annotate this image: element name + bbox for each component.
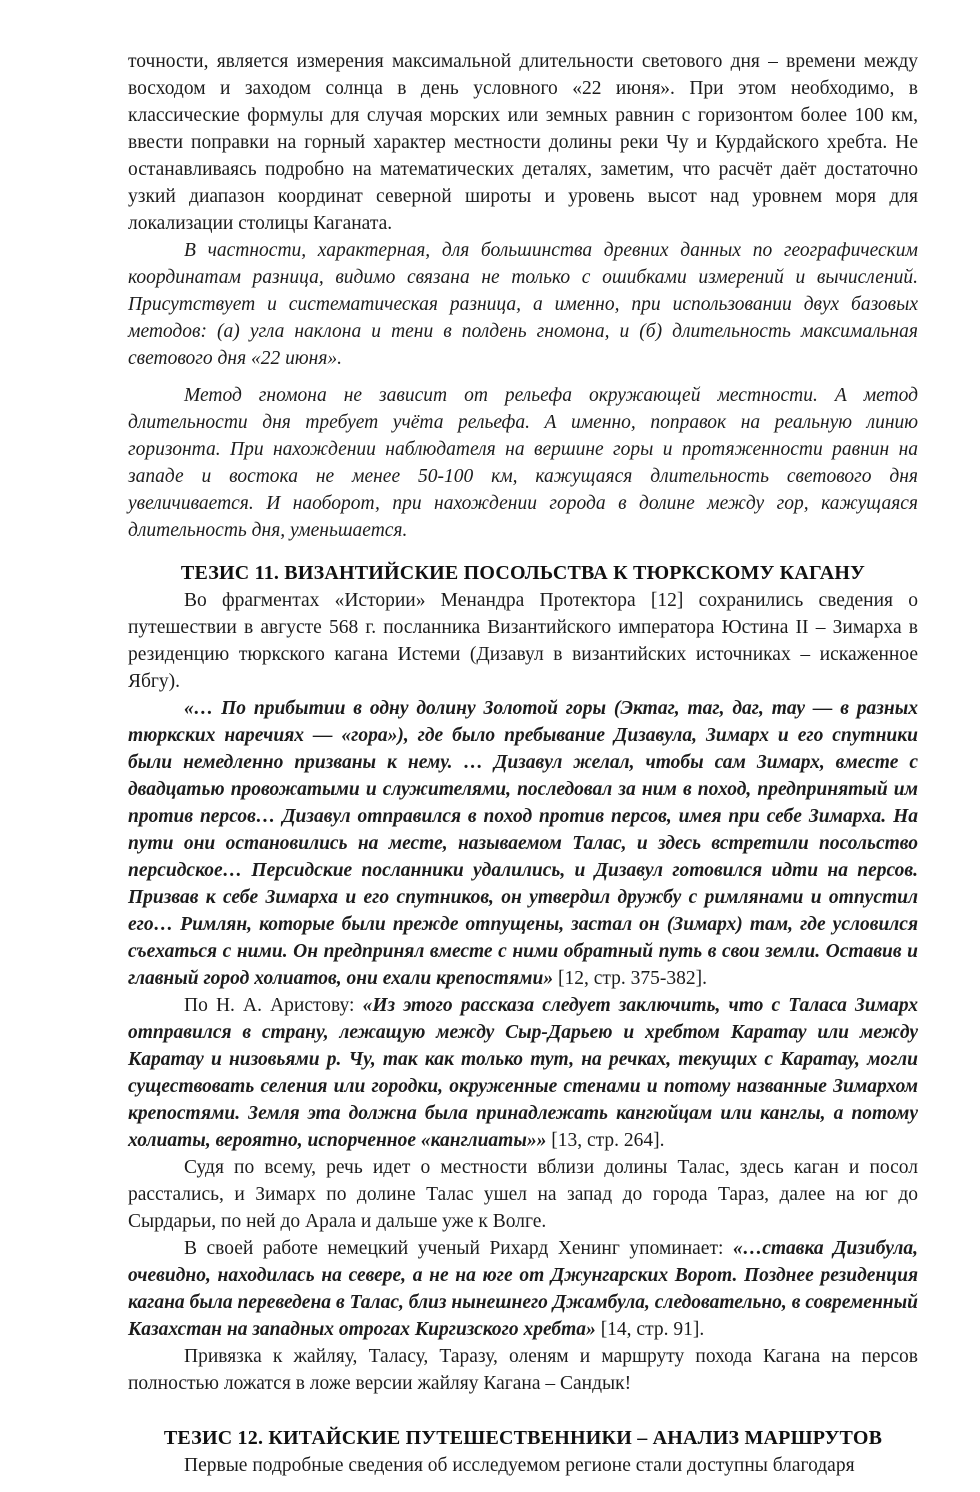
menander-citation: [12, стр. 375-382]. bbox=[553, 968, 707, 989]
paragraph-talas-route: Судя по всему, речь идет о местности вблизи долины Талас, здесь каган и посол расстались, и Зимарх по долине Талас ушел на запад до города Тараз, далее на юг до Сырдарьи, по ней до Арала и дальше уже к Волге. bbox=[128, 1157, 918, 1232]
hennig-intro-text: В своей работе немецкий ученый Рихард Хенинг упоминает: bbox=[184, 1238, 733, 1259]
heading-thesis-11: ТЕЗИС 11. ВИЗАНТИЙСКИЕ ПОСОЛЬСТВА К ТЮРКСКОМУ КАГАНУ bbox=[180, 562, 866, 584]
paragraph-menander-quote bbox=[128, 695, 918, 992]
paragraph-gnomon-method-note: Метод гномона не зависит от рельефа окружающей местности. А метод длительности дня требует учёта рельефа. А именно, поправок на реальную линию горизонта. При нахождении наблюдателя на вершине горы и протяженности равнин на западе и востока не менее 50-100 км, кажущаяся длительность светового дня увеличивается. И наоборот, при нахождении города в долине между гор, кажущаяся длительность дня, уменьшается. bbox=[128, 385, 918, 541]
paragraph-coordinate-difference-note: В частности, характерная, для большинства древних данных по географическим координатам разница, видимо связана не только с ошибками измерений и вычислений. Присутствует и систематическая разница, а именно, при использовании двух базовых методов: (а) угла наклона и тени в полдень гномона, и (б) длительность максимальная светового дня «22 июня». bbox=[128, 240, 918, 369]
aristov-intro-text: По Н. А. Аристову: bbox=[184, 995, 363, 1016]
hennig-quote-text: «…ставка Дизибула, очевидно, находилась на севере, а не на юге от Джунгарских Ворот. Позднее резиденция кагана была переведена в Талас, близ нынешнего Джамбула, следовательно, в современный Казахстан на западных отрогах Киргизского хребта» bbox=[128, 1238, 918, 1340]
paragraph-menander-intro: Во фрагментах «Истории» Менандра Протектора [12] сохранились сведения о путешествии в августе 568 г. посланника Византийского императора Юстина II – Зимарха в резиденцию тюркского кагана Истеми (Дизавул в византийских источниках – искаженное Ябгу). bbox=[128, 590, 918, 692]
paragraph-daylight-measurement: точности, является измерения максимальной длительности светового дня – времени между восходом и заходом солнца в день условного «22 июня». При этом необходимо, в классические формулы для случая морских или земных равнин с горизонтом более 100 км, ввести поправки на горный характер местности долины реки Чу и Курдайского хребта. Не останавливаясь подробно на математических деталях, заметим, что расчёт даёт достаточно узкий диапазон координат северной широты и уровень высот над уровнем моря для локализации столицы Каганата. bbox=[128, 51, 918, 234]
hennig-citation: [14, стр. 91]. bbox=[595, 1319, 705, 1340]
aristov-citation: [13, стр. 264]. bbox=[546, 1130, 665, 1151]
paragraph-hennig bbox=[128, 1235, 918, 1343]
menander-quote-text: «… По прибытии в одну долину Золотой горы (Эктаг, таг, даг, тау — в разных тюркских наречиях — «гора»), где было пребывание Дизавула, Зимарх и его спутники были немедленно призваны к нему. … Дизавул желал, чтобы сам Зимарх, вместе с двадцатью провожатыми и служителями, последовал за ним в поход, предпринятый им против персов… Дизавул отправился в поход против персов, имея при себе Зимарха. На пути они остановились на месте, называемом Талас, и здесь встретили посольство персидское… Персидские посланники удалились, и Дизавул готовился идти на персов. Призвав к себе Зимарха и его спутников, он утвердил дружбу с римлянами и отпустил его… Римлян, которые были прежде отпущены, застал он (Зимарх) там, где условился съехаться с ними. Он предпринял вместе с ними обратный путь в свои земли. Оставив и главный город холиатов, они ехали крепостями» bbox=[128, 698, 918, 989]
paragraph-chinese-travelers-intro: Первые подробные сведения об исследуемом регионе стали доступны благодаря bbox=[184, 1455, 855, 1476]
aristov-quote-text: «Из этого рассказа следует заключить, что с Таласа Зимарх отправился в страну, лежащую между Сыр-Дарьею и хребтом Каратау или между Каратау и низовьями р. Чу, так как только тут, на речках, текущих с Каратау, могли существовать селения или городки, окруженные стенами и потому названные Зимархом крепостями. Земля эта должна была принадлежать кангюйцам или канглы, а потому холиаты, вероятно, испорченное «канглиаты»» bbox=[128, 995, 918, 1151]
paragraph-conclusion-sandyk: Привязка к жайляу, Таласу, Таразу, оленям и маршруту похода Кагана на персов полностью ложатся в ложе версии жайляу Кагана – Сандык! bbox=[128, 1346, 918, 1394]
heading-thesis-12: ТЕЗИС 12. КИТАЙСКИЕ ПУТЕШЕСТВЕННИКИ – АНАЛИЗ МАРШРУТОВ bbox=[163, 1427, 883, 1449]
paragraph-aristov bbox=[128, 992, 918, 1154]
